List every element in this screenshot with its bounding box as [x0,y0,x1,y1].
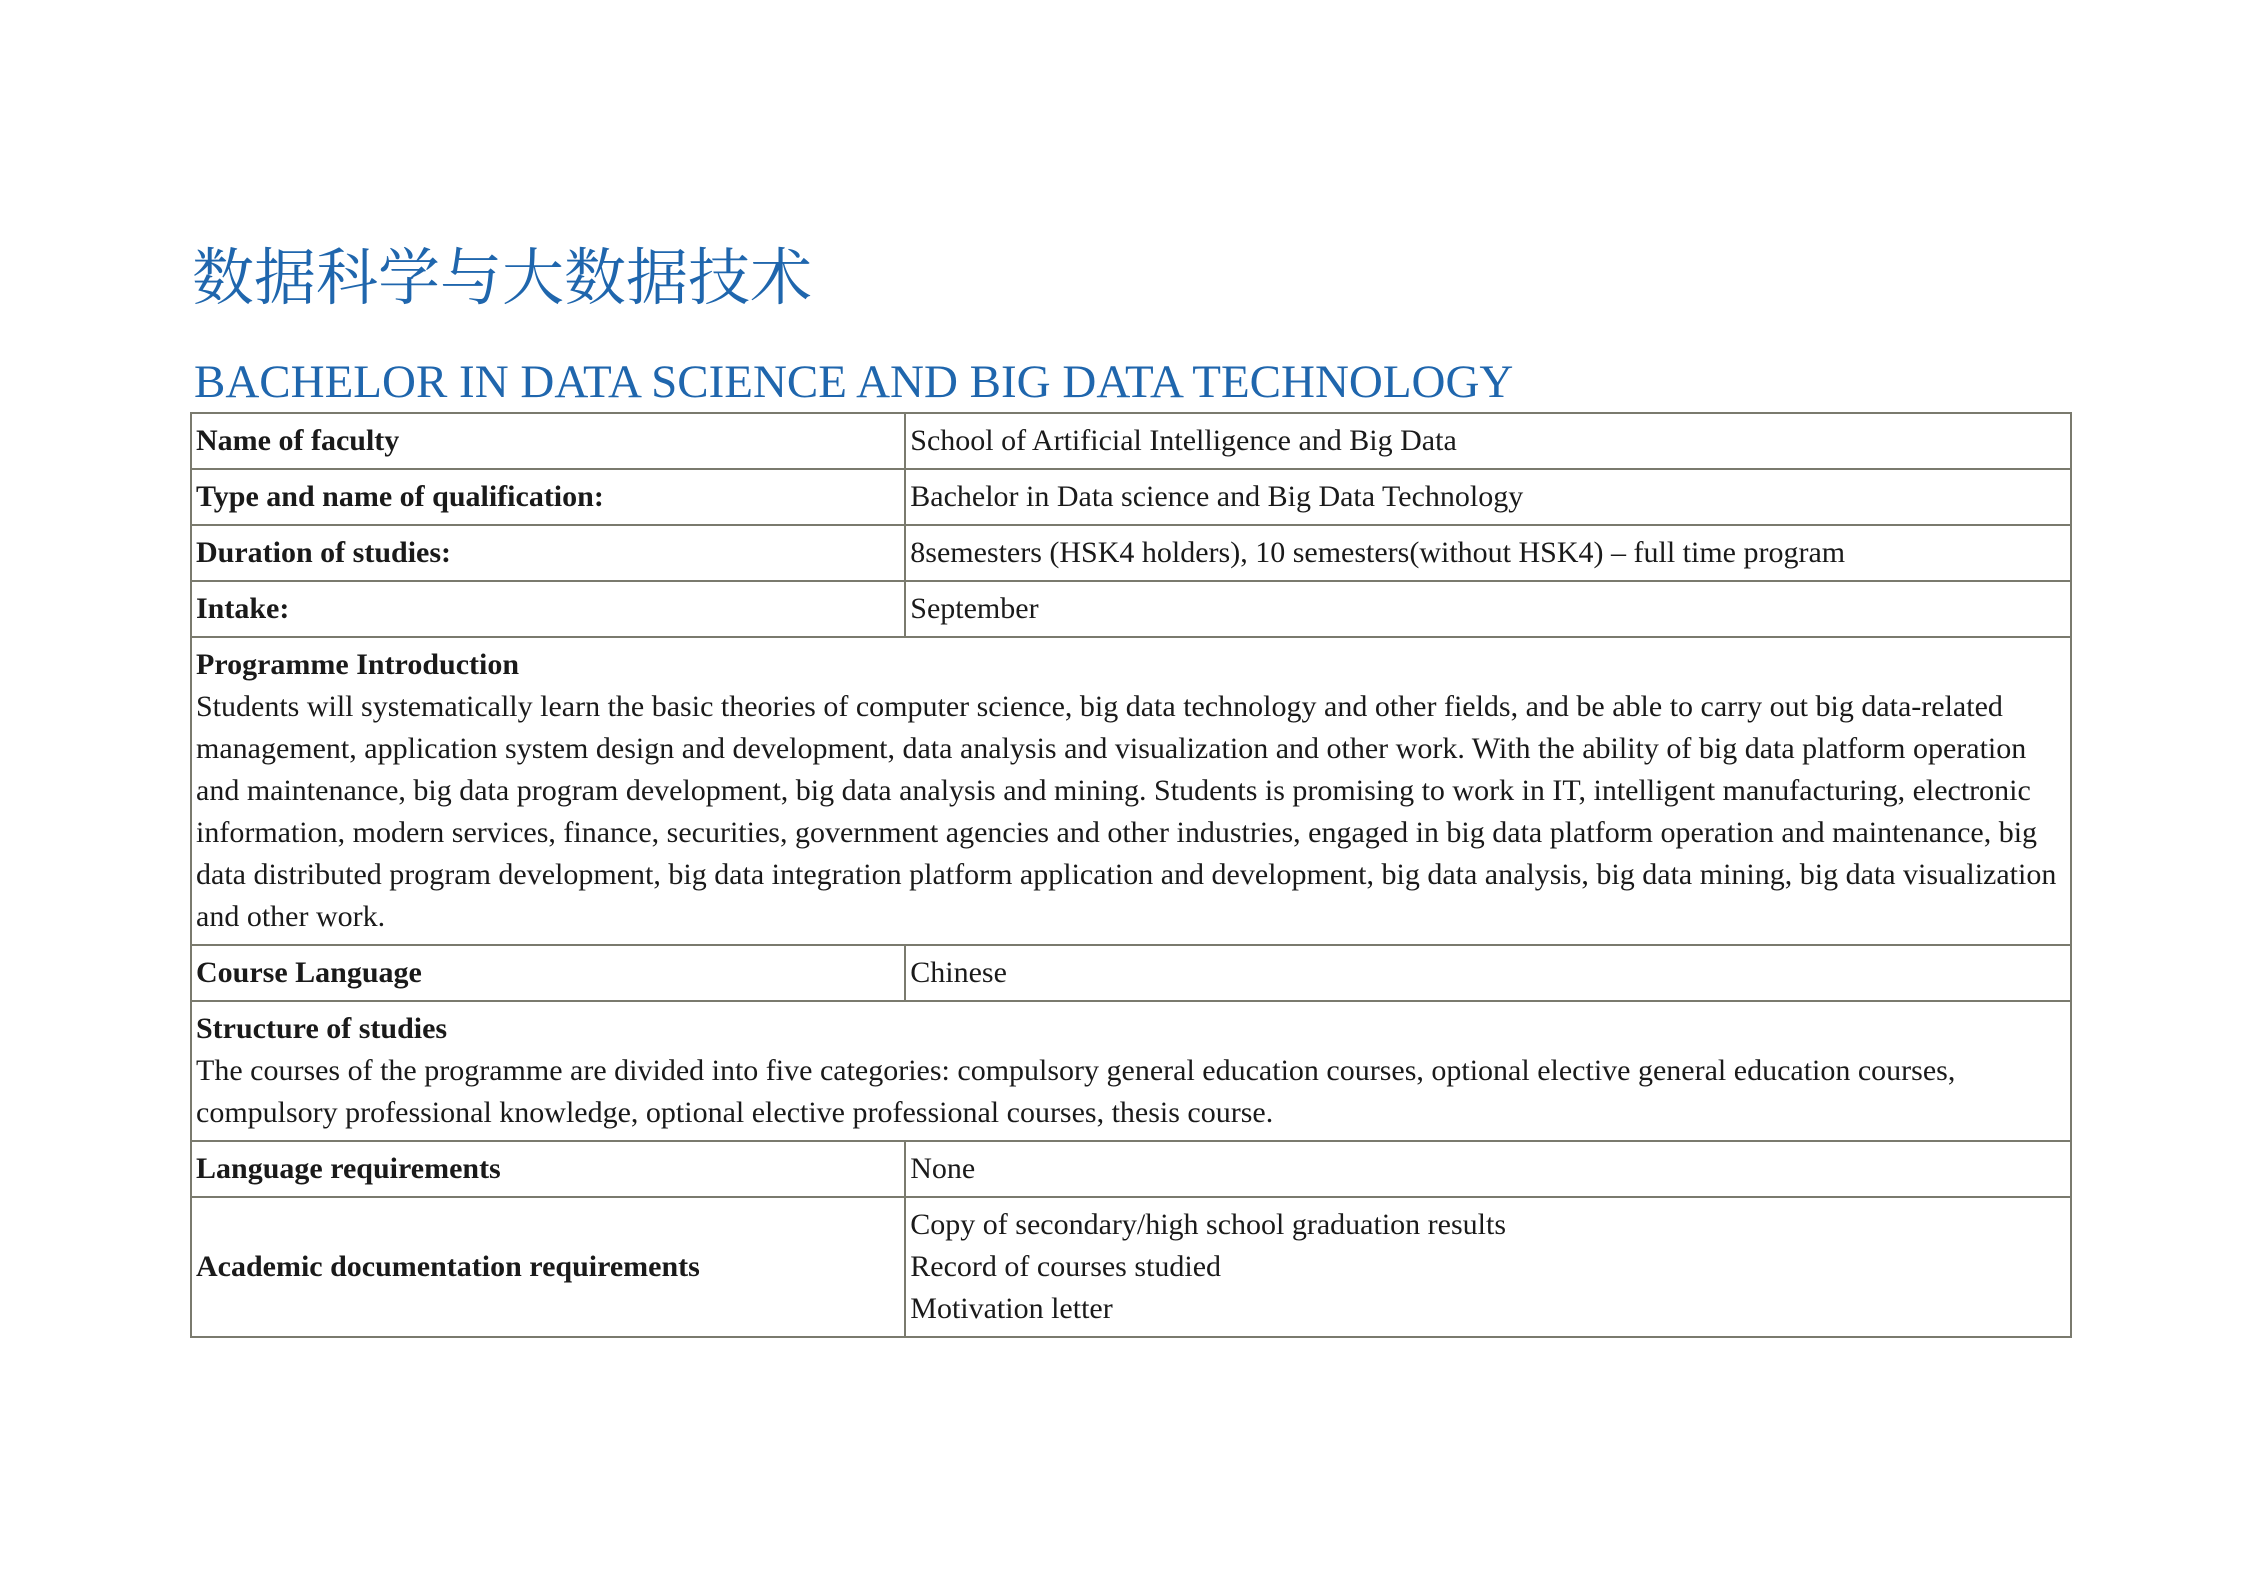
duration-value: 8semesters (HSK4 holders), 10 semesters(without HSK4) – full time program [905,525,2071,581]
academic-docs-label: Academic documentation requirements [191,1197,905,1337]
intake-label: Intake: [191,581,905,637]
qualification-row [191,469,2071,525]
qualification-label: Type and name of qualification: [191,469,905,525]
academic-docs-item: Copy of secondary/high school graduation results [910,1208,1506,1241]
intake-row [191,581,2071,637]
programme-info-table [190,412,2072,1338]
structure-cell [191,1001,2071,1141]
faculty-label: Name of faculty [191,413,905,469]
structure-body: The courses of the programme are divided into five categories: compulsory general education courses, optional elective general education courses, compulsory professional knowledge, optional elective professional courses, thesis course. [196,1054,1956,1129]
language-requirements-row [191,1141,2071,1197]
academic-docs-item: Record of courses studied [910,1250,1222,1283]
qualification-value: Bachelor in Data science and Big Data Technology [905,469,2071,525]
language-requirements-value: None [905,1141,2071,1197]
intake-value: September [905,581,2071,637]
duration-label: Duration of studies: [191,525,905,581]
introduction-row [191,637,2071,945]
duration-row [191,525,2071,581]
course-language-row [191,945,2071,1001]
structure-title: Structure of studies [196,1012,448,1045]
structure-row [191,1001,2071,1141]
introduction-cell [191,637,2071,945]
introduction-title: Programme Introduction [196,648,520,681]
page-title-chinese: 数据科学与大数据技术 [192,241,813,314]
course-language-label: Course Language [191,945,905,1001]
introduction-body: Students will systematically learn the basic theories of computer science, big data technology and other fields, and be able to carry out big data-related management, application system design and development, data analysis and visualization and other work. With the ability of big data platform operation and maintenance, big data program development, big data analysis and mining. Students is promising to work in IT, intelligent manufacturing, electronic information, modern services, finance, securities, government agencies and other industries, engaged in big data platform operation and maintenance, big data distributed program development, big data integration platform application and development, big data analysis, big data mining, big data visualization and other work. [196,690,2057,933]
academic-docs-item: Motivation letter [910,1292,1113,1325]
academic-docs-list [905,1197,2071,1337]
page-title-english: BACHELOR IN DATA SCIENCE AND BIG DATA TECHNOLOGY [194,356,1514,408]
language-requirements-label: Language requirements [191,1141,905,1197]
academic-docs-row [191,1197,2071,1337]
course-language-value: Chinese [905,945,2071,1001]
faculty-value: School of Artificial Intelligence and Big Data [905,413,2071,469]
faculty-row [191,413,2071,469]
